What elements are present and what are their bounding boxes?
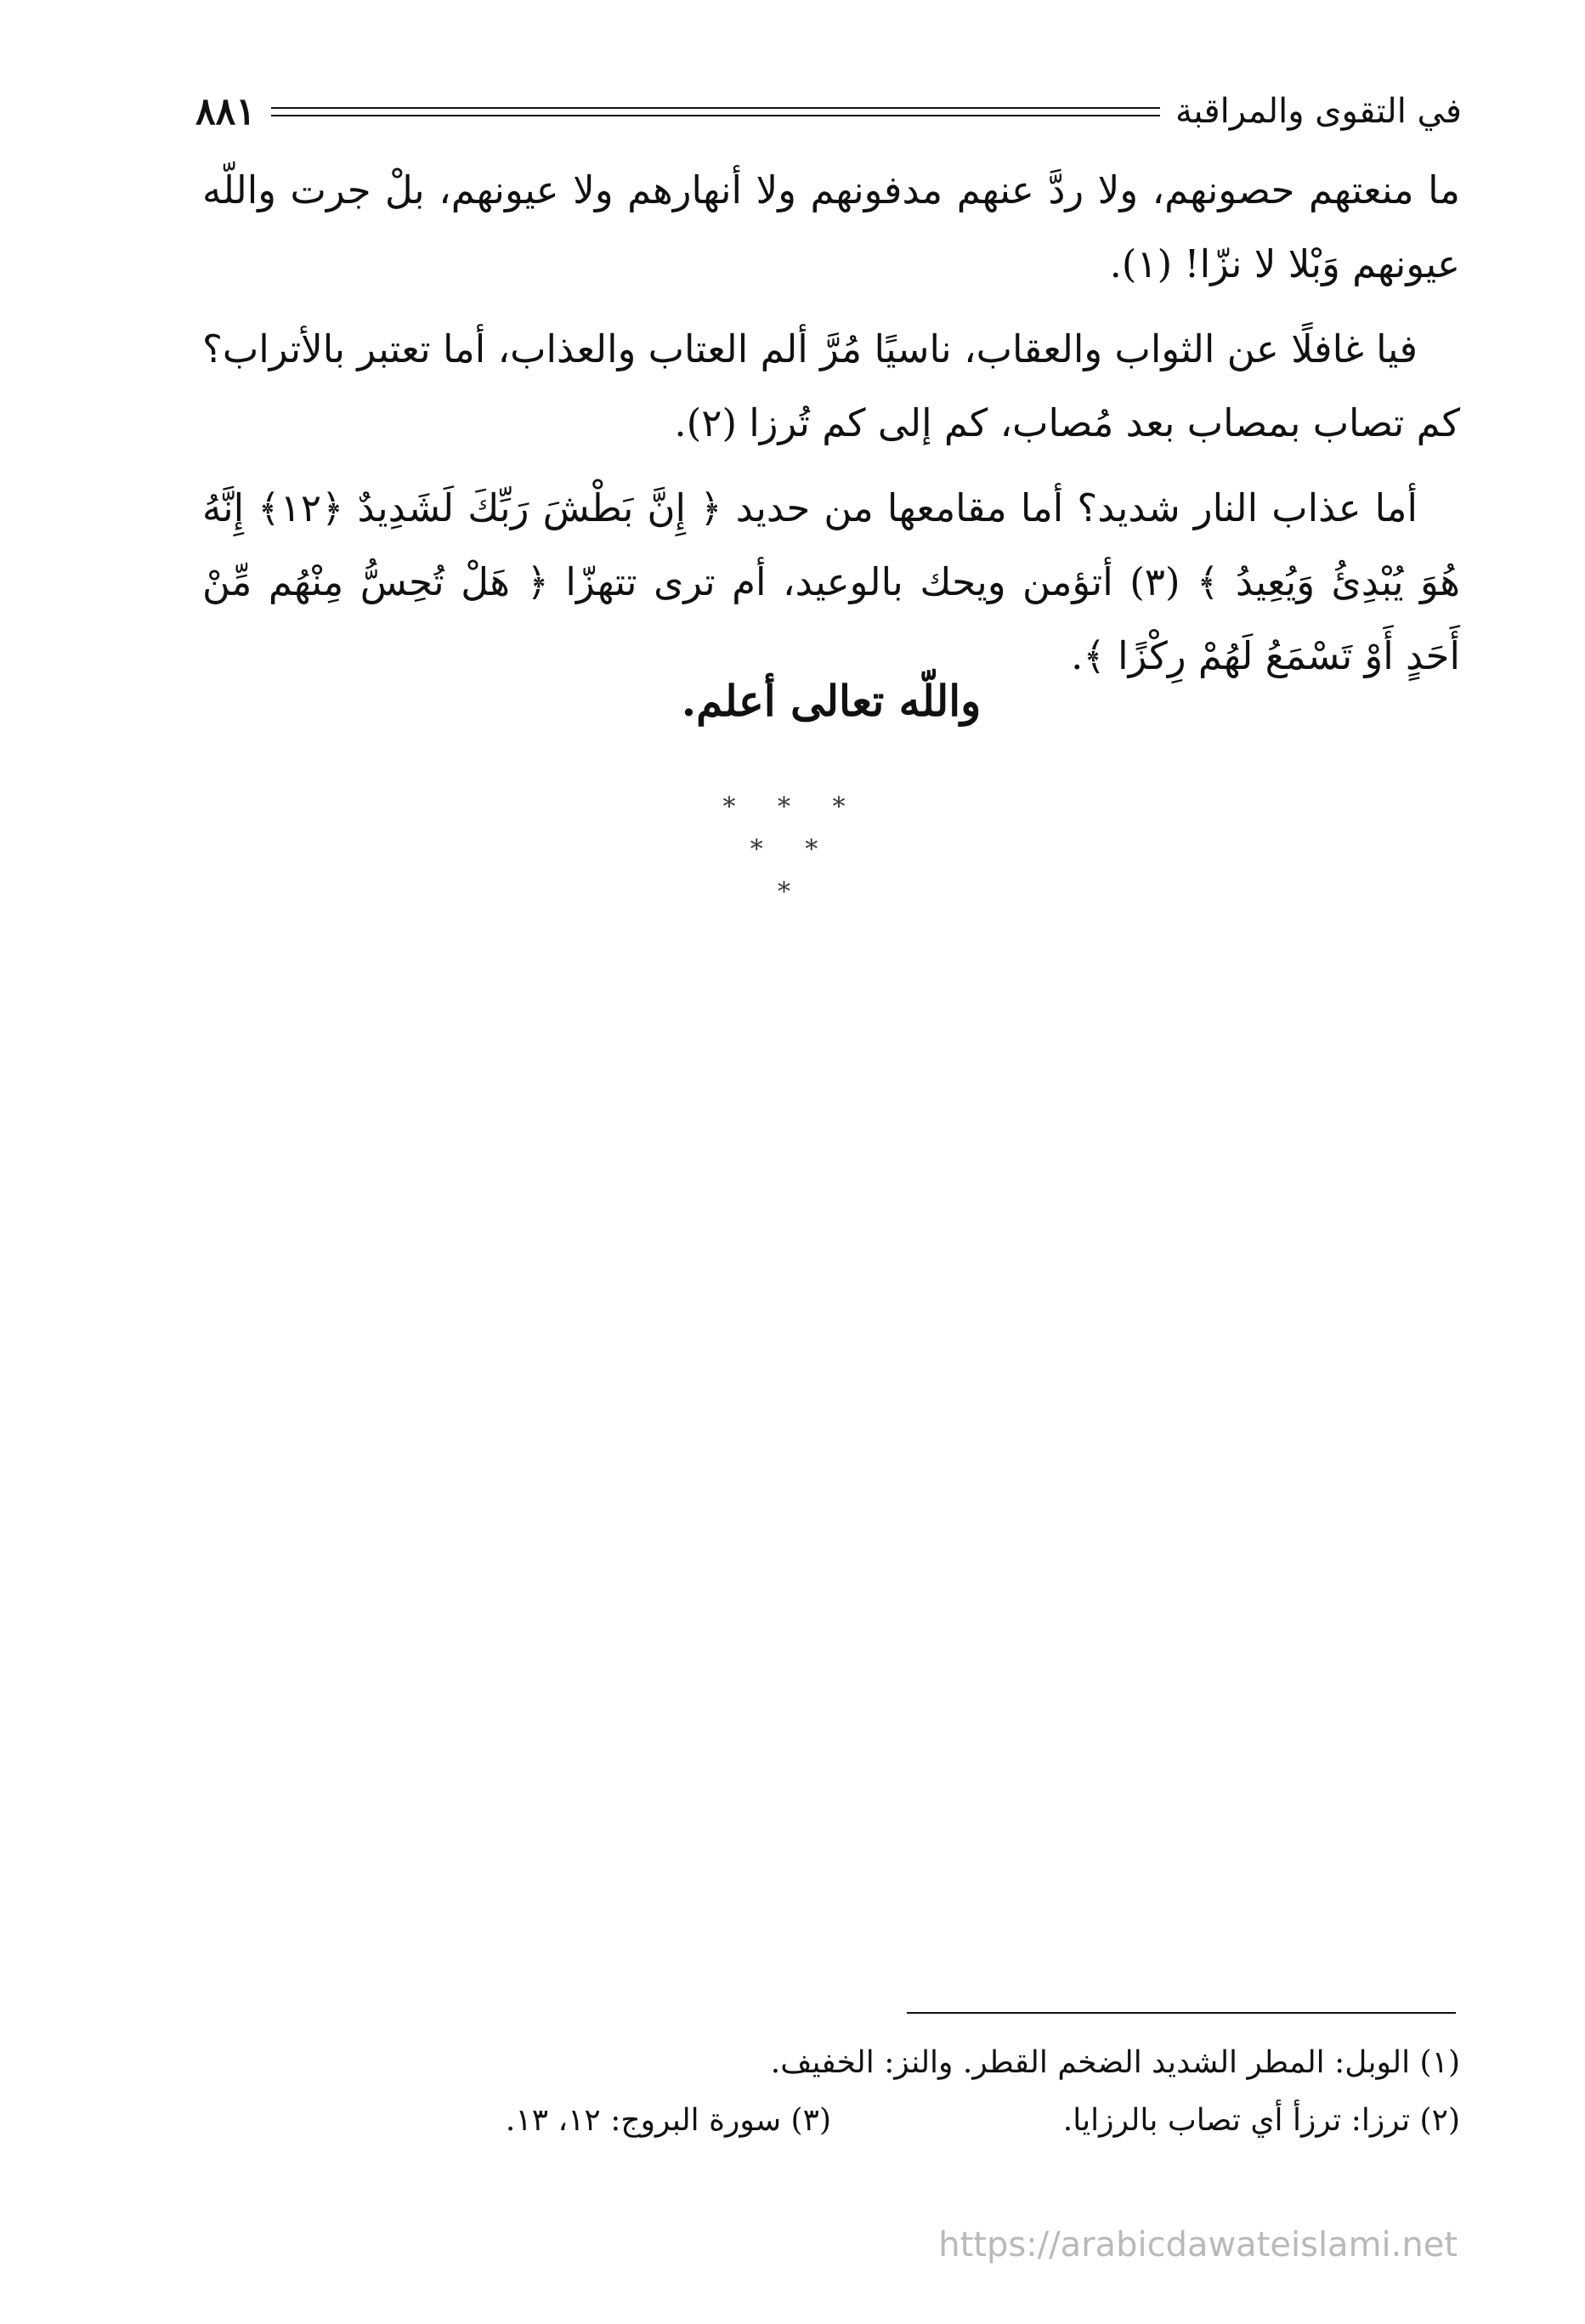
running-title: في التقوى والمراقبة [1175, 92, 1462, 131]
section-divider-stars [0, 786, 1585, 914]
body-text [202, 153, 1460, 704]
star-row-1: * * * [722, 792, 863, 822]
star-row-2: * * [750, 835, 835, 864]
footnote-1: (١) الوبل: المطر الشديد الضخم القطر. والنز: الخفيف. [770, 2045, 1460, 2080]
footnote-separator [907, 2012, 1456, 2014]
footnotes [202, 2034, 1460, 2150]
footnote-line-2 [202, 2092, 1460, 2150]
header-double-rule [271, 107, 1160, 116]
page-number: ٨٨١ [195, 89, 256, 133]
paragraph-1: ما منعتهم حصونهم، ولا ردَّ عنهم مدفونهم ولا أنهارهم ولا عيونهم، بلْ جرت واللّه عيونهم وَبْلا لا نزّا! (١). [202, 167, 1460, 286]
footnote-line-1 [202, 2034, 1460, 2092]
footnote-3: (٣) سورة البروج: ١٢، ١٣. [505, 2103, 831, 2138]
footnote-2: (٢) ترزا: ترزأ أي تصاب بالرزايا. [1062, 2103, 1460, 2138]
star-row-3: * [778, 877, 807, 907]
page-header [195, 82, 1462, 141]
paragraph-3: أما عذاب النار شديد؟ أما مقامعها من حديد ﴿ إِنَّ بَطْشَ رَبِّكَ لَشَدِيدٌ ﴿١٢﴾ إِنَّهُ هُوَ يُبْدِئُ وَيُعِيدُ ﴾ (٣) أتؤمن ويحك بالوعيد، أم ترى تتهزّا ﴿ هَلْ تُحِسُّ مِنْهُم مِّنْ أَحَدٍ أَوْ تَسْمَعُ لَهُمْ رِكْزًا ﴾. [202, 485, 1460, 678]
paragraph-2: فيا غافلًا عن الثواب والعقاب، ناسيًا مُرَّ ألم العتاب والعذاب، أما تعتبر بالأتراب؟ كم تصاب بمصاب بعد مُصاب، كم إلى كم تُرزا (٢). [202, 326, 1460, 445]
watermark-url: https://arabicdawateislami.net [938, 2225, 1458, 2264]
closing-statement: واللّه تعالى أعلم. [681, 676, 982, 726]
